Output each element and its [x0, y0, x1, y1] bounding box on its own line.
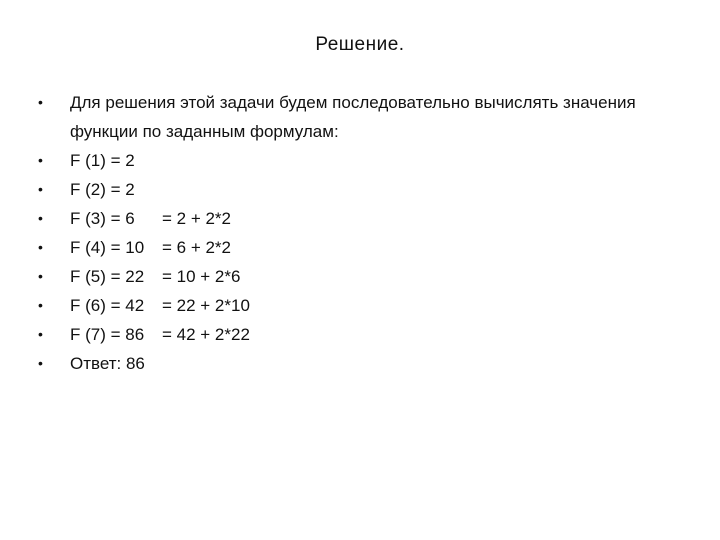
bullet-dot-icon: • — [38, 297, 43, 313]
step-rhs: = 6 + 2*2 — [162, 238, 232, 257]
bullet-step — [38, 175, 698, 204]
answer-text: Ответ: 86 — [70, 354, 145, 373]
bullet-step — [38, 320, 698, 349]
bullet-dot-icon: • — [38, 94, 43, 110]
step-rhs: = 10 + 2*6 — [162, 267, 241, 286]
bullet-dot-icon: • — [38, 181, 43, 197]
bullet-step — [38, 262, 698, 291]
step-lhs: F (4) = 10 — [70, 238, 145, 257]
bullet-answer — [38, 349, 698, 378]
bullet-dot-icon: • — [38, 326, 43, 342]
step-lhs: F (5) = 22 — [70, 267, 145, 286]
bullet-dot-icon: • — [38, 268, 43, 284]
step-lhs: F (6) = 42 — [70, 296, 145, 315]
bullet-dot-icon: • — [38, 152, 43, 168]
step-rhs: = 22 + 2*10 — [162, 296, 250, 315]
step-rhs: = 2 + 2*2 — [162, 209, 232, 228]
step-lhs: F (3) = 6 — [70, 209, 135, 228]
step-lhs: F (1) = 2 — [70, 151, 135, 170]
bullet-step — [38, 146, 698, 175]
bullet-step — [38, 204, 698, 233]
bullet-intro — [38, 88, 698, 146]
bullet-step — [38, 291, 698, 320]
slide-title: Решение. — [315, 34, 405, 55]
intro-text: Для решения этой задачи будем последовательно вычислять значения функции по заданным формулам: — [70, 93, 636, 141]
bullet-step — [38, 233, 698, 262]
bullet-dot-icon: • — [38, 355, 43, 371]
step-lhs: F (7) = 86 — [70, 325, 145, 344]
bullet-dot-icon: • — [38, 239, 43, 255]
bullet-list — [38, 88, 698, 378]
step-rhs: = 42 + 2*22 — [162, 325, 250, 344]
step-lhs: F (2) = 2 — [70, 180, 135, 199]
bullet-dot-icon: • — [38, 210, 43, 226]
